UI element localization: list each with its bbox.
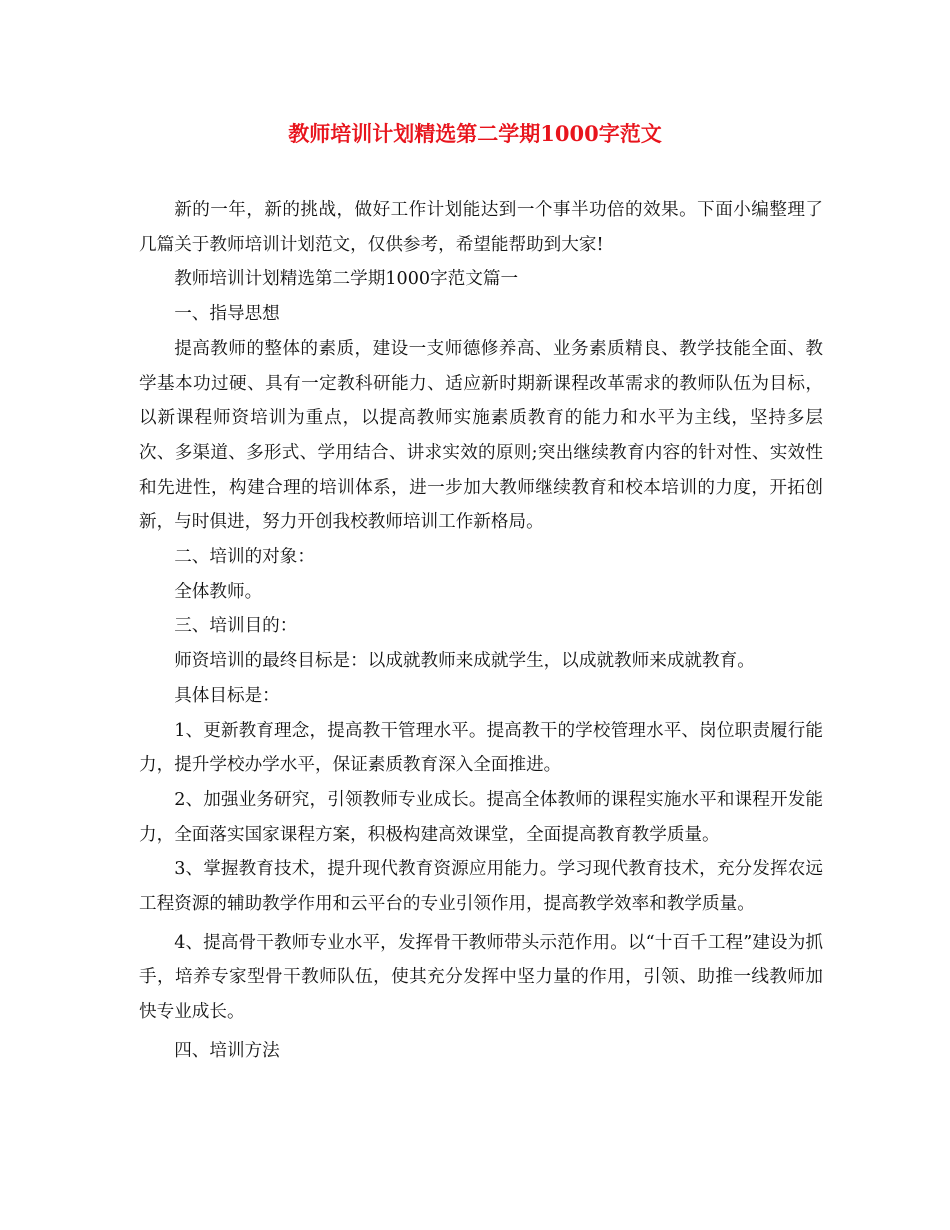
paragraph-subtitle: 教师培训计划精选第二学期1000字范文篇一	[174, 269, 519, 290]
paragraph-guiding-ideology: 提高教师的整体的素质，建设一支师德修养高、业务素质精良、教学技能全面、教学基本功过硬、具有一定教科研能力、适应新时期新课程改革需求的教师队伍为目标，以新课程师资培训为重点，以提高教师实施素质教育的能力和水平为主线，坚持多层次、多渠道、多形式、学用结合、讲求实效的原则;突出继续教育内容的针对性、实效性和先进性，构建合理的培训体系，进一步加大教师继续教育和校本培训的力度，开拓创新，与时俱进，努力开创我校教师培训工作新格局。	[139, 338, 823, 533]
paragraph-goal-1: 1、更新教育理念，提高教干管理水平。提高教干的学校管理水平、岗位职责履行能力，提升学校办学水平，保证素质教育深入全面推进。	[139, 720, 823, 776]
paragraph-specific-goals: 具体目标是：	[174, 685, 280, 706]
paragraph-ultimate-goal: 师资培训的最终目标是：以成就教师来成就学生，以成就教师来成就教育。	[174, 651, 755, 672]
heading-training-method: 四、培训方法	[174, 1040, 280, 1061]
heading-training-target: 二、培训的对象：	[174, 547, 315, 568]
paragraph-intro: 新的一年，新的挑战，做好工作计划能达到一个事半功倍的效果。下面小编整理了几篇关于教师培训计划范文，仅供参考，希望能帮助到大家!	[139, 200, 823, 255]
heading-training-purpose: 三、培训目的：	[174, 616, 298, 637]
paragraph-all-teachers: 全体教师。	[174, 581, 263, 602]
document-body	[139, 193, 823, 1069]
paragraph-goal-2: 2、加强业务研究，引领教师专业成长。提高全体教师的课程实施水平和课程开发能力，全面落实国家课程方案，积极构建高效课堂，全面提高教育教学质量。	[139, 789, 823, 845]
paragraph-goal-4: 4、提高骨干教师专业水平，发挥骨干教师带头示范作用。以“十百千工程”建设为抓手，培养专家型骨干教师队伍，使其充分发挥中坚力量的作用，引领、助推一线教师加快专业成长。	[139, 932, 823, 1023]
document-title: 教师培训计划精选第二学期1000字范文	[288, 121, 662, 146]
heading-guiding-ideology: 一、指导思想	[174, 304, 280, 325]
paragraph-goal-3: 3、掌握教育技术，提升现代教育资源应用能力。学习现代教育技术，充分发挥农远工程资源的辅助教学作用和云平台的专业引领作用，提高教学效率和教学质量。	[139, 859, 823, 915]
